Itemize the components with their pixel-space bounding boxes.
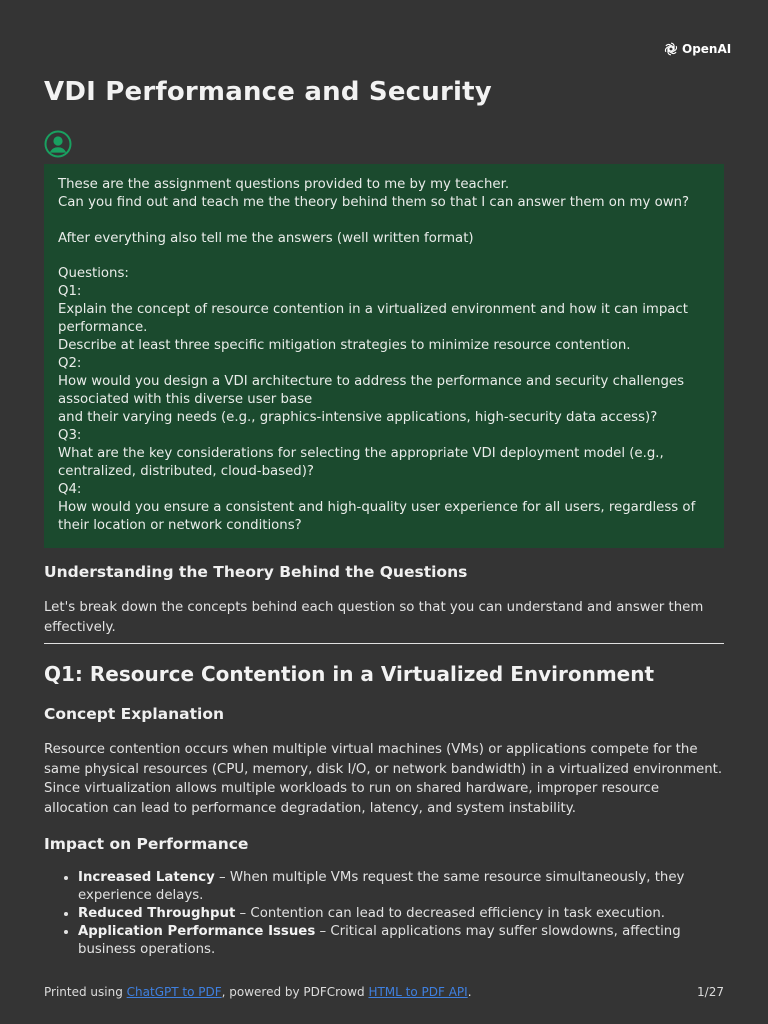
- prompt-line: Q3:: [58, 428, 82, 444]
- openai-logo-icon: [663, 41, 679, 57]
- prompt-line: Describe at least three specific mitigation strategies to minimize resource contention.: [58, 338, 631, 354]
- prompt-line: How would you ensure a consistent and high-quality user experience for all users, regardless of their location or network conditions?: [58, 500, 696, 534]
- concept-text: Resource contention occurs when multiple virtual machines (VMs) or applications compete for the same physical resources (CPU, memory, disk I/O, or network bandwidth) in a virtualized environment. Since virtualization allows multiple workloads to run on shared hardware, improper resource allocation can lead to performance degradation, latency, and system instability.: [44, 742, 723, 816]
- prompt-line: Can you find out and teach me the theory behind them so that I can answer them on my own?: [58, 195, 690, 210]
- openai-logo: [663, 41, 731, 57]
- prompt-line: and their varying needs (e.g., graphics-intensive applications, high-security data access)?: [58, 410, 658, 426]
- page-title: VDI Performance and Security: [44, 77, 492, 107]
- impact-term: Reduced Throughput: [78, 906, 236, 921]
- section-heading-theory: Understanding the Theory Behind the Questions: [44, 563, 468, 581]
- impact-desc: – Critical applications may suffer slowdowns, affecting business operations.: [78, 924, 681, 957]
- list-item: [78, 905, 724, 923]
- logo-text: OpenAI: [682, 42, 732, 56]
- impact-desc: – Contention can lead to decreased efficiency in task execution.: [235, 906, 666, 921]
- impact-desc: – When multiple VMs request the same resource simultaneously, they experience delays.: [78, 870, 685, 903]
- impact-heading: Impact on Performance: [44, 835, 249, 853]
- prompt-line: What are the key considerations for selecting the appropriate VDI deployment model (e.g., centralized, distributed, cloud-based)?: [58, 446, 664, 480]
- prompt-blank-line: [58, 248, 710, 266]
- q1-heading: Q1: Resource Contention in a Virtualized Environment: [44, 662, 655, 686]
- prompt-line: Q2:: [58, 356, 82, 372]
- footer-prefix: Printed using: [44, 985, 127, 999]
- list-item: [78, 923, 724, 959]
- impact-term: Increased Latency: [78, 870, 215, 885]
- page-number: 1/27: [697, 985, 724, 999]
- prompt-line: Q1:: [58, 284, 82, 300]
- impact-list: [44, 869, 724, 959]
- prompt-blank-line: [58, 212, 710, 230]
- user-prompt-box: [44, 164, 724, 548]
- footer-middle: , powered by PDFCrowd: [221, 985, 369, 999]
- impact-term: Application Performance Issues: [78, 924, 316, 939]
- concept-heading: Concept Explanation: [44, 705, 225, 723]
- prompt-line: Explain the concept of resource contention in a virtualized environment and how it can impact performance.: [58, 302, 688, 336]
- page-footer: [44, 985, 724, 999]
- prompt-line: After everything also tell me the answers (well written format): [58, 230, 474, 246]
- prompt-line: Questions:: [58, 266, 129, 282]
- chatgpt-to-pdf-link[interactable]: ChatGPT to PDF: [126, 985, 222, 999]
- user-avatar-icon: [44, 130, 72, 158]
- section-divider: [44, 643, 724, 644]
- section-intro-text: Let's break down the concepts behind each question so that you can understand and answer them effectively.: [44, 600, 704, 635]
- prompt-line: How would you design a VDI architecture to address the performance and security challenges associated with this diverse user base: [58, 374, 685, 408]
- html-to-pdf-api-link[interactable]: HTML to PDF API: [368, 985, 468, 999]
- footer-suffix: .: [467, 985, 472, 999]
- prompt-line: These are the assignment questions provided to me by my teacher.: [58, 177, 510, 192]
- list-item: [78, 869, 724, 905]
- prompt-line: Q4:: [58, 482, 82, 498]
